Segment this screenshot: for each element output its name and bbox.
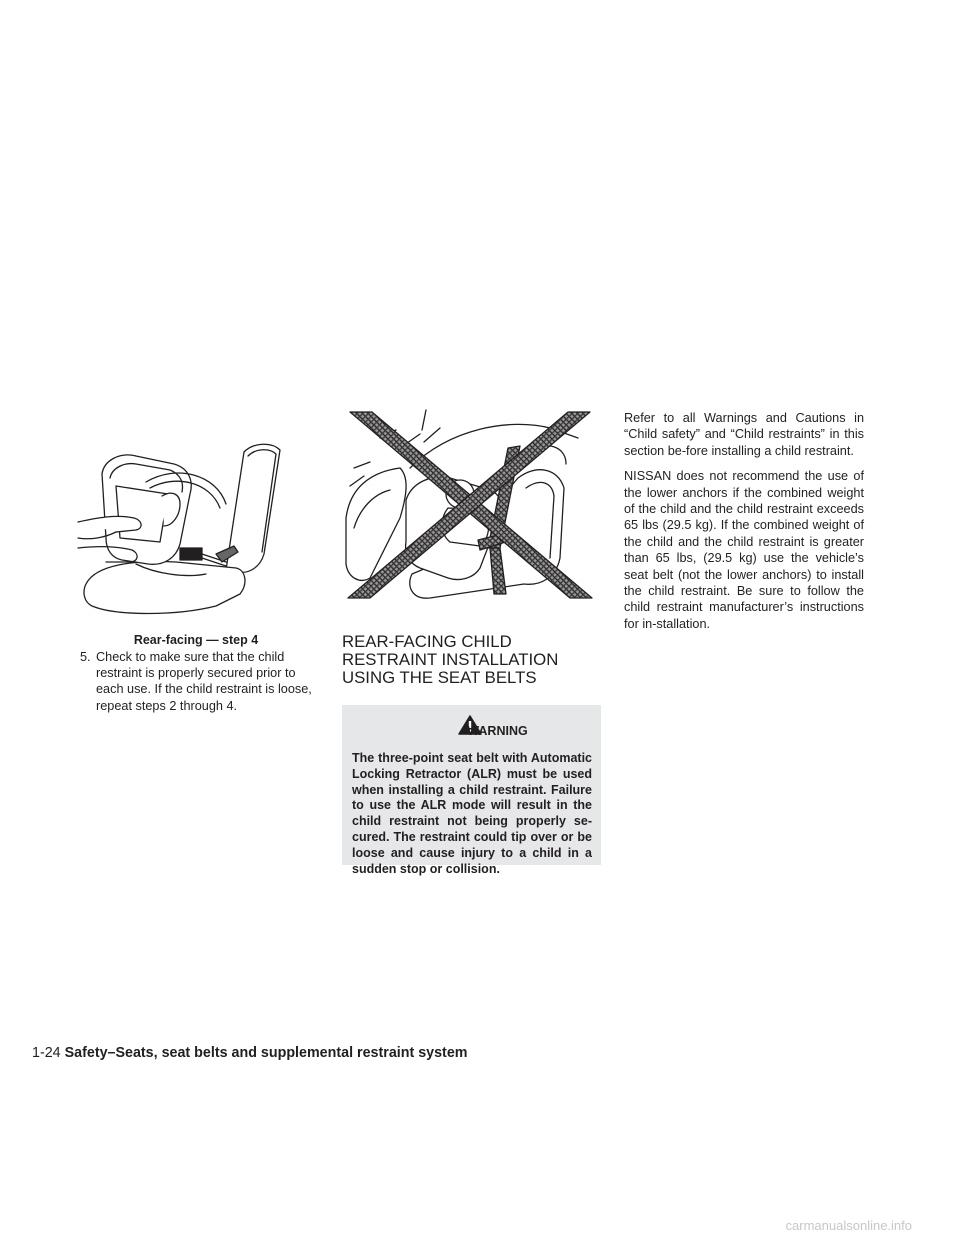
warning-box [342, 705, 601, 876]
warning-text: The three-point seat belt with Automatic Locking Retractor (ALR) must be used when installing a child restraint. Failure to use the ALR mode will result in the child restraint not being properly se-cured. The restraint could tip over or be loose and cause injury to a child in a sudden stop or collision. [352, 751, 592, 876]
step-item [80, 649, 316, 714]
warning-title: WARNING [467, 724, 528, 738]
page-number: 1-24 [32, 1045, 61, 1061]
rear-facing-step4-illustration [76, 434, 316, 626]
figure-caption: Rear-facing — step 4 [133, 633, 259, 647]
body-paragraph: Refer to all Warnings and Cautions in “Child safety” and “Child restraints” in this section be-fore installing a child restraint. [624, 411, 864, 458]
body-paragraph: NISSAN does not recommend the use of the lower anchors if the combined weight of the child and the child restraint exceeds 65 lbs (29.5 kg). If the combined weight of the child and the child restraint is greater than 65 lbs, (29.5 kg) use the vehicle’s seat belt (not the lower anchors) to install the child restraint. Be sure to follow the child restraint manufacturer’s instructions for in-stallation. [624, 469, 864, 631]
page-footer [32, 1045, 468, 1061]
watermark: carmanualsonline.info [785, 1218, 912, 1233]
step-text: Check to make sure that the child restraint is properly secured prior to each use. If the child restraint is loose, repeat steps 2 through 4. [96, 650, 312, 713]
step-number: 5. [80, 650, 91, 664]
section-heading: REAR-FACING CHILD RESTRAINT INSTALLATION USING THE SEAT BELTS [342, 632, 559, 687]
footer-section-title: Safety–Seats, seat belts and supplemental restraint system [64, 1045, 468, 1061]
incorrect-installation-illustration [340, 408, 600, 618]
body-text-column [624, 410, 864, 632]
